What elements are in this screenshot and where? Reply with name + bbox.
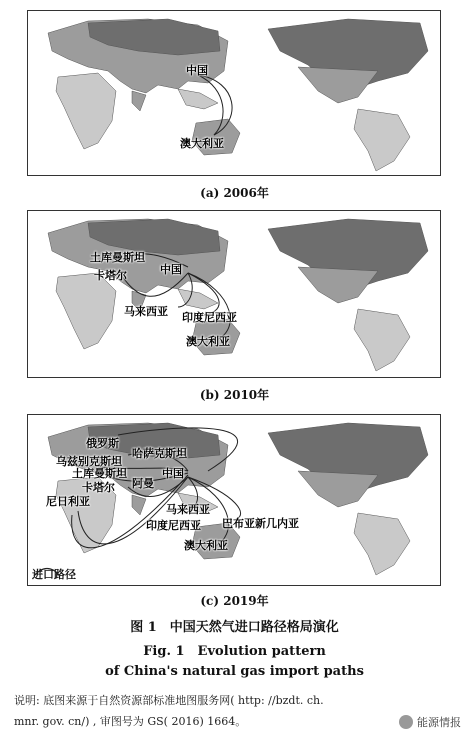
legend-label: 进口路径 [32, 568, 76, 581]
map-panel-2006 [27, 10, 441, 176]
map-note-1: 说明: 底图来源于自然资源部标准地图服务网( http: //bzdt. ch. [14, 694, 324, 707]
figure-caption-cn: 图 1 中国天然气进口路径格局演化 [130, 620, 339, 635]
label-turkmenistan: 土库曼斯坦 [72, 467, 127, 480]
label-china: 中国 [160, 263, 182, 276]
map-panel-2019 [27, 414, 441, 586]
label-australia: 澳大利亚 [184, 539, 228, 552]
label-nigeria: 尼日利亚 [46, 495, 90, 508]
map-panel-2010 [27, 210, 441, 378]
wechat-icon [399, 715, 413, 729]
label-indonesia: 印度尼西亚 [182, 311, 237, 324]
label-kazakhstan: 哈萨克斯坦 [132, 447, 187, 460]
watermark [399, 714, 461, 730]
figure-caption-en-1: Fig. 1 Evolution pattern [143, 644, 326, 659]
label-malaysia: 马来西亚 [166, 503, 210, 516]
map-note-2: mnr. gov. cn/) , 审图号为 GS( 2016) 1664。 [14, 715, 247, 728]
label-qatar: 卡塔尔 [82, 481, 115, 494]
label-malaysia: 马来西亚 [124, 305, 168, 318]
label-qatar: 卡塔尔 [94, 269, 127, 282]
label-oman: 阿曼 [132, 477, 154, 490]
world-map-2010 [28, 211, 441, 378]
label-australia: 澳大利亚 [186, 335, 230, 348]
route-legend-icon [32, 566, 62, 578]
subtitle-2006: (a) 2006年 [200, 186, 269, 200]
label-australia: 澳大利亚 [180, 137, 224, 150]
label-uzbekistan: 乌兹别克斯坦 [56, 455, 122, 468]
label-china: 中国 [186, 64, 208, 77]
label-turkmenistan: 土库曼斯坦 [90, 251, 145, 264]
legend [32, 566, 76, 582]
watermark-text: 能源情报 [417, 716, 461, 729]
world-map-2006 [28, 11, 441, 176]
label-papua-new-guinea: 巴布亚新几内亚 [222, 517, 299, 530]
figure-caption-en-2: of China's natural gas import paths [105, 664, 364, 679]
subtitle-2010: (b) 2010年 [199, 388, 270, 402]
subtitle-2019: (c) 2019年 [200, 594, 269, 608]
label-indonesia: 印度尼西亚 [146, 519, 201, 532]
label-russia: 俄罗斯 [86, 437, 119, 450]
label-china: 中国 [162, 467, 184, 480]
